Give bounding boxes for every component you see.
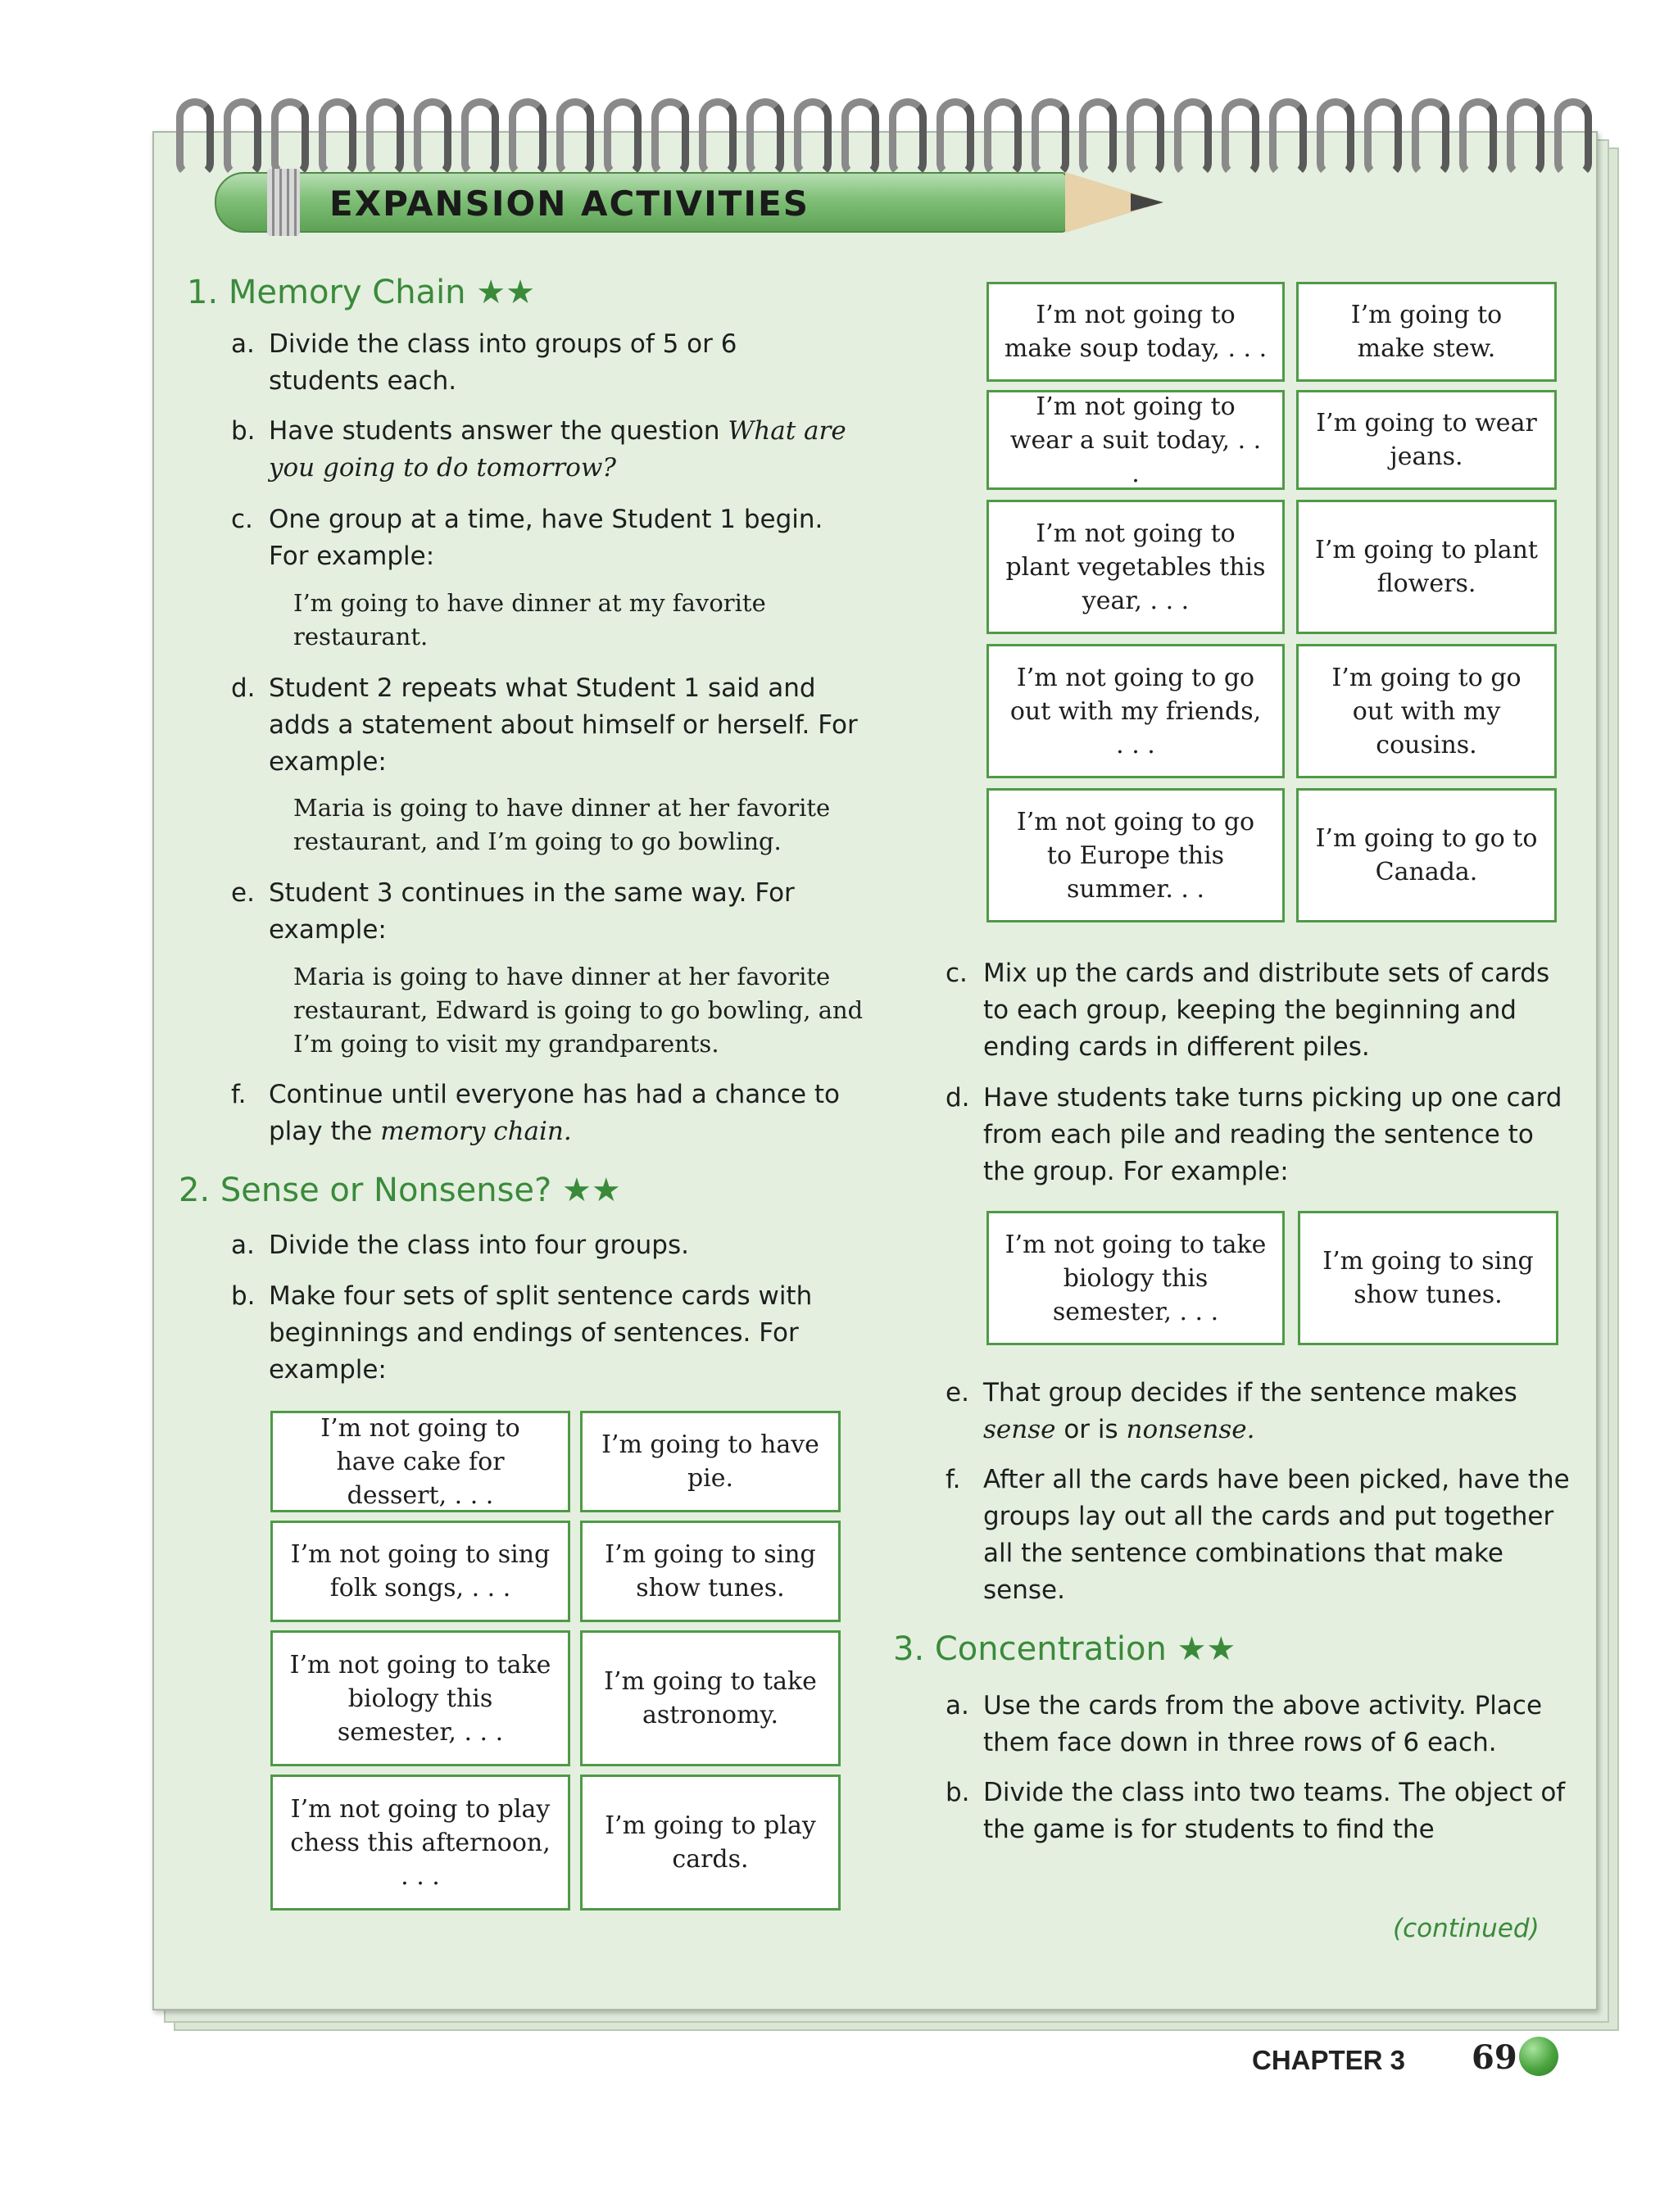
spiral-ring: [1127, 98, 1164, 177]
spiral-ring: [271, 98, 309, 177]
item-text: Have students answer the question: [269, 416, 728, 446]
item-text: One group at a time, have Student 1 begin. For example:: [269, 505, 823, 571]
list-item: [231, 501, 842, 575]
spiral-ring: [319, 98, 356, 177]
example-card-beginning: I’m not going to take biology this semester, . . .: [986, 1211, 1285, 1345]
item-text-italic: nonsense.: [1126, 1415, 1255, 1444]
item-text: Student 3 continues in the same way. For example:: [269, 878, 795, 945]
pencil-ferrule: [267, 169, 300, 236]
page-marker-dot-icon: [1519, 2037, 1558, 2076]
list-item: [231, 670, 859, 781]
item-text: Make four sets of split sentence cards with beginnings and endings of sentences. For example:: [269, 1281, 813, 1385]
spiral-ring: [937, 98, 974, 177]
sentence-card-ending: I’m going to have pie.: [580, 1411, 841, 1512]
spiral-ring: [556, 98, 594, 177]
spiral-ring: [1032, 98, 1069, 177]
section-heading-sense-or-nonsense: 2. Sense or Nonsense? ★★: [179, 1172, 621, 1209]
spiral-ring: [1269, 98, 1307, 177]
spiral-ring: [651, 98, 689, 177]
spiral-ring: [176, 98, 214, 177]
sentence-card-ending: I’m going to sing show tunes.: [580, 1521, 841, 1622]
section-heading-memory-chain: 1. Memory Chain ★★: [187, 274, 535, 311]
list-item: [231, 326, 842, 400]
item-text: That group decides if the sentence makes: [983, 1378, 1517, 1407]
item-text-italic: memory chain.: [380, 1117, 572, 1146]
chapter-label: CHAPTER 3: [1252, 2045, 1406, 2075]
sentence-card-ending: I’m going to go out with my cousins.: [1296, 644, 1557, 778]
sentence-card-ending: I’m going to take astronomy.: [580, 1630, 841, 1766]
spiral-ring: [841, 98, 879, 177]
spiral-ring: [1222, 98, 1259, 177]
item-text: Student 2 repeats what Student 1 said and adds a statement about himself or herself. For example:: [269, 673, 858, 777]
pencil-lead: [1131, 193, 1163, 211]
list-item: [231, 1227, 859, 1264]
list-item: [231, 413, 859, 487]
spiral-ring: [1507, 98, 1544, 177]
spiral-ring: [699, 98, 737, 177]
item-text: Divide the class into two teams. The object of the game is for students to find the: [983, 1778, 1566, 1844]
list-item: [946, 955, 1573, 1066]
spiral-ring: [1554, 98, 1592, 177]
sentence-card-beginning: I’m not going to take biology this semester, . . .: [270, 1630, 570, 1766]
item-label: a.: [946, 1691, 969, 1720]
spiral-ring: [1174, 98, 1212, 177]
sentence-card-beginning: I’m not going to go out with my friends, . . .: [986, 644, 1285, 778]
spiral-ring: [1317, 98, 1354, 177]
item-label: b.: [946, 1778, 970, 1807]
spiral-ring: [1412, 98, 1449, 177]
item-label: d.: [946, 1083, 970, 1113]
pencil-header: [215, 169, 1165, 236]
sentence-card-ending: I’m going to plant flowers.: [1296, 500, 1557, 634]
example-sentence: Maria is going to have dinner at her favorite restaurant, and I’m going to go bowling.: [293, 794, 831, 855]
item-label: b.: [231, 1281, 256, 1311]
item-text: After all the cards have been picked, have the groups lay out all the cards and put together all the sentence combinations that make sense.: [983, 1465, 1570, 1605]
item-text: Divide the class into groups of 5 or 6 students each.: [269, 329, 737, 396]
item-text: Divide the class into four groups.: [269, 1231, 689, 1260]
sentence-card-ending: I’m going to go to Canada.: [1296, 788, 1557, 922]
item-label: f.: [946, 1465, 961, 1494]
sentence-card-ending: I’m going to play cards.: [580, 1775, 841, 1911]
sentence-card-beginning: I’m not going to make soup today, . . .: [986, 282, 1285, 382]
list-item: [231, 875, 859, 949]
example-sentence: Maria is going to have dinner at her favorite restaurant, Edward is going to go bowling, and I’m going to visit my grandparents.: [293, 963, 864, 1058]
item-text: Mix up the cards and distribute sets of cards to each group, keeping the beginning and ending cards in different piles.: [983, 959, 1550, 1062]
item-label: a.: [231, 1231, 255, 1260]
spiral-ring: [366, 98, 404, 177]
sentence-card-beginning: I’m not going to go to Europe this summer. . .: [986, 788, 1285, 922]
spiral-ring: [604, 98, 642, 177]
item-label: d.: [231, 673, 256, 703]
sentence-card-beginning: I’m not going to sing folk songs, . . .: [270, 1521, 570, 1622]
spiral-ring: [746, 98, 784, 177]
item-label: e.: [946, 1378, 969, 1407]
sentence-card-beginning: I’m not going to have cake for dessert, . . .: [270, 1411, 570, 1512]
sentence-card-ending: I’m going to wear jeans.: [1296, 390, 1557, 490]
spiral-ring: [461, 98, 499, 177]
spiral-ring: [1364, 98, 1402, 177]
spiral-ring: [984, 98, 1022, 177]
list-item: [946, 1462, 1573, 1609]
item-label: c.: [946, 959, 968, 988]
spiral-ring: [889, 98, 927, 177]
item-label: e.: [231, 878, 255, 908]
sentence-card-beginning: I’m not going to wear a suit today, . . .: [986, 390, 1285, 490]
sentence-card-beginning: I’m not going to plant vegetables this year, . . .: [986, 500, 1285, 634]
spiral-ring: [414, 98, 451, 177]
section-heading-concentration: 3. Concentration ★★: [893, 1630, 1236, 1668]
item-label: f.: [231, 1080, 247, 1109]
spiral-ring: [509, 98, 546, 177]
item-text: Have students take turns picking up one card from each pile and reading the sentence to the group. For example:: [983, 1083, 1562, 1186]
item-text-italic: What are you going to do tomorrow?: [269, 416, 846, 483]
list-item: [946, 1375, 1573, 1448]
item-text-italic: sense: [983, 1415, 1056, 1444]
item-text: or is: [1055, 1415, 1127, 1444]
sentence-card-beginning: I’m not going to play chess this afternoon, . . .: [270, 1775, 570, 1911]
list-item: [231, 1278, 859, 1389]
item-text: Use the cards from the above activity. Place them face down in three rows of 6 each.: [983, 1691, 1543, 1757]
item-label: a.: [231, 329, 255, 359]
page-number: 69: [1472, 2038, 1517, 2077]
list-item: [231, 1077, 859, 1150]
item-label: c.: [231, 505, 253, 534]
spiral-ring: [1079, 98, 1117, 177]
item-text: Continue until everyone has had a chance to play the: [269, 1080, 841, 1146]
spiral-ring: [224, 98, 261, 177]
example-card-ending: I’m going to sing show tunes.: [1298, 1211, 1558, 1345]
example-sentence: I’m going to have dinner at my favorite restaurant.: [293, 589, 766, 650]
list-item: [946, 1688, 1573, 1761]
spiral-ring: [1459, 98, 1497, 177]
item-label: b.: [231, 416, 256, 446]
continued-note: (continued): [1393, 1914, 1540, 1943]
list-item: [946, 1775, 1573, 1848]
sentence-card-ending: I’m going to make stew.: [1296, 282, 1557, 382]
list-item: [946, 1080, 1573, 1190]
page-title: EXPANSION ACTIVITIES: [329, 184, 810, 224]
spiral-ring: [794, 98, 832, 177]
